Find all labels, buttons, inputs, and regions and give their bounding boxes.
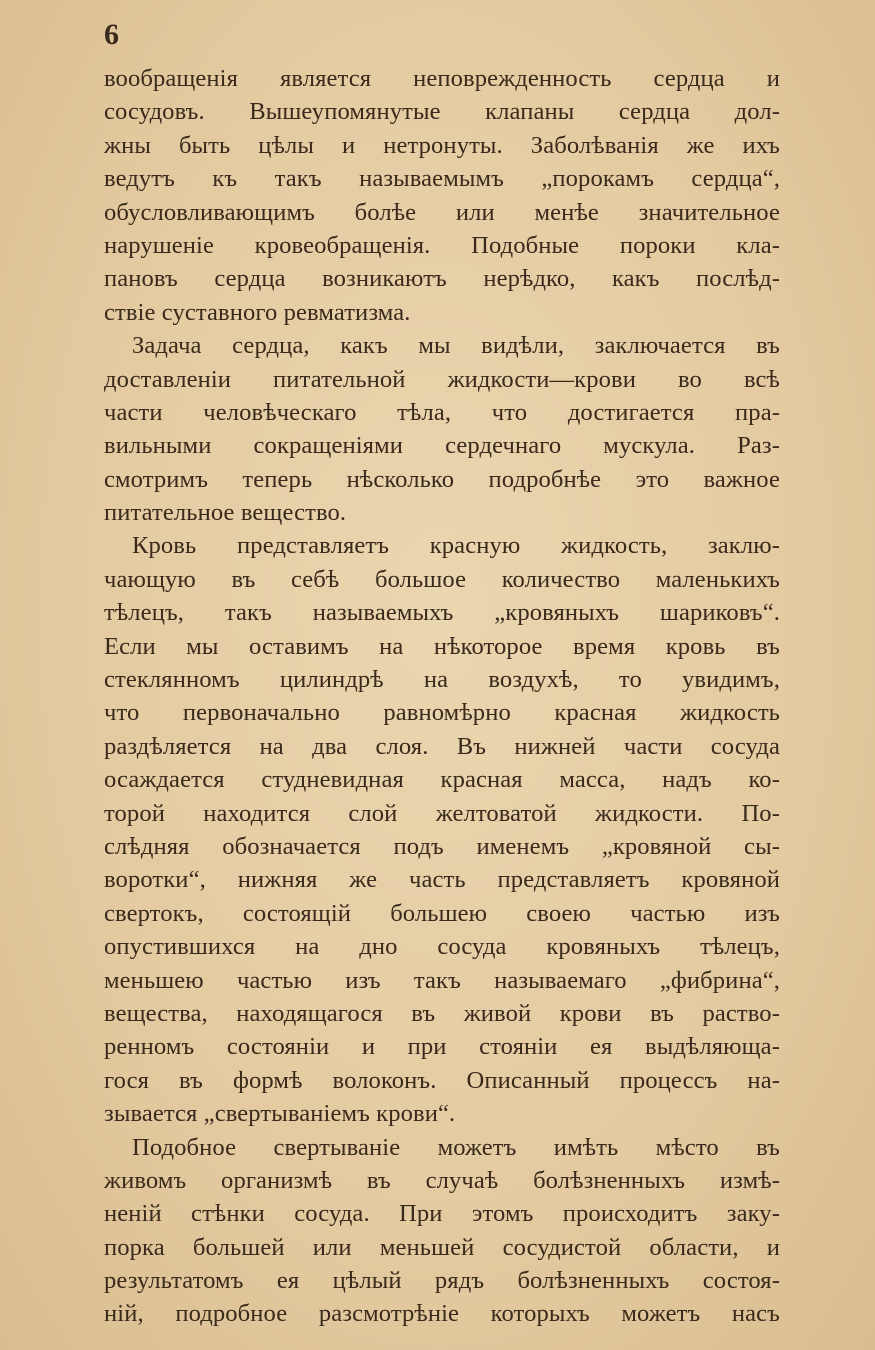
text-line: осаждается студневидная красная масса, надъ ко- [104, 766, 780, 794]
text-line: Задача сердца, какъ мы видѣли, заключается въ [132, 332, 780, 360]
text-line: гося въ формѣ волоконъ. Описанный процессъ на- [104, 1066, 780, 1094]
text-line: части человѣческаго тѣла, что достигается пра- [104, 398, 780, 426]
text-line: Кровь представляетъ красную жидкость, заклю- [132, 532, 780, 560]
text-line: Если мы оставимъ на нѣкоторое время кровь въ [104, 632, 780, 660]
page-number: 6 [104, 18, 119, 51]
text-line: ствіе суставного ревматизма. [104, 298, 411, 326]
text-line: опустившихся на дно сосуда кровяныхъ тѣлецъ, [104, 933, 780, 961]
text-line: нарушеніе кровеобращенія. Подобные пороки кла- [104, 231, 780, 259]
text-line: смотримъ теперь нѣсколько подробнѣе это важное [104, 465, 780, 493]
text-line: тѣлецъ, такъ называемыхъ „кровяныхъ шариковъ“. [104, 599, 780, 627]
text-line: раздѣляется на два слоя. Въ нижней части сосуда [104, 732, 780, 760]
text-line: воротки“, нижняя же часть представляетъ кровяной [104, 866, 780, 894]
body-text [104, 62, 780, 1331]
text-line: сосудовъ. Вышеупомянутые клапаны сердца дол- [104, 98, 780, 126]
text-line: жны быть цѣлы и нетронуты. Заболѣванія же ихъ [104, 131, 780, 159]
text-line: пановъ сердца возникаютъ нерѣдко, какъ послѣд- [104, 265, 780, 293]
text-line: слѣдняя обозначается подъ именемъ „кровяной сы- [104, 832, 780, 860]
text-line: питательное вещество. [104, 499, 347, 527]
text-line: неній стѣнки сосуда. При этомъ происходитъ заку- [104, 1200, 780, 1228]
text-line: результатомъ ея цѣлый рядъ болѣзненныхъ состоя- [104, 1267, 780, 1295]
text-line: торой находится слой желтоватой жидкости. По- [104, 799, 780, 827]
text-line: ренномъ состояніи и при стояніи ея выдѣляюща- [104, 1033, 780, 1061]
text-line: свертокъ, состоящій большею своею частью изъ [104, 899, 780, 927]
text-line: чающую въ себѣ большое количество маленькихъ [104, 565, 780, 593]
text-line: ній, подробное разсмотрѣніе которыхъ можетъ насъ [104, 1300, 780, 1328]
text-line: живомъ организмѣ въ случаѣ болѣзненныхъ измѣ- [104, 1166, 780, 1194]
text-line: стеклянномъ цилиндрѣ на воздухѣ, то увидимъ, [104, 666, 780, 694]
text-line: меньшею частью изъ такъ называемаго „фибрина“, [104, 966, 780, 994]
text-line: вещества, находящагося въ живой крови въ раство- [104, 999, 780, 1027]
text-line: вообращенія является неповрежденность сердца и [104, 65, 780, 92]
text-line: Подобное свертываніе можетъ имѣть мѣсто въ [132, 1133, 780, 1161]
text-line: зывается „свертываніемъ крови“. [104, 1100, 456, 1128]
text-line: что первоначально равномѣрно красная жидкость [104, 699, 780, 727]
text-line: обусловливающимъ болѣе или менѣе значительное [104, 198, 780, 226]
text-line: вильными сокращеніями сердечнаго мускула. Раз- [104, 432, 780, 460]
text-line: доставленіи питательной жидкости—крови во всѣ [104, 365, 780, 393]
text-line: ведутъ къ такъ называемымъ „порокамъ сердца“, [104, 165, 780, 193]
text-line: порка большей или меньшей сосудистой области, и [104, 1233, 780, 1261]
